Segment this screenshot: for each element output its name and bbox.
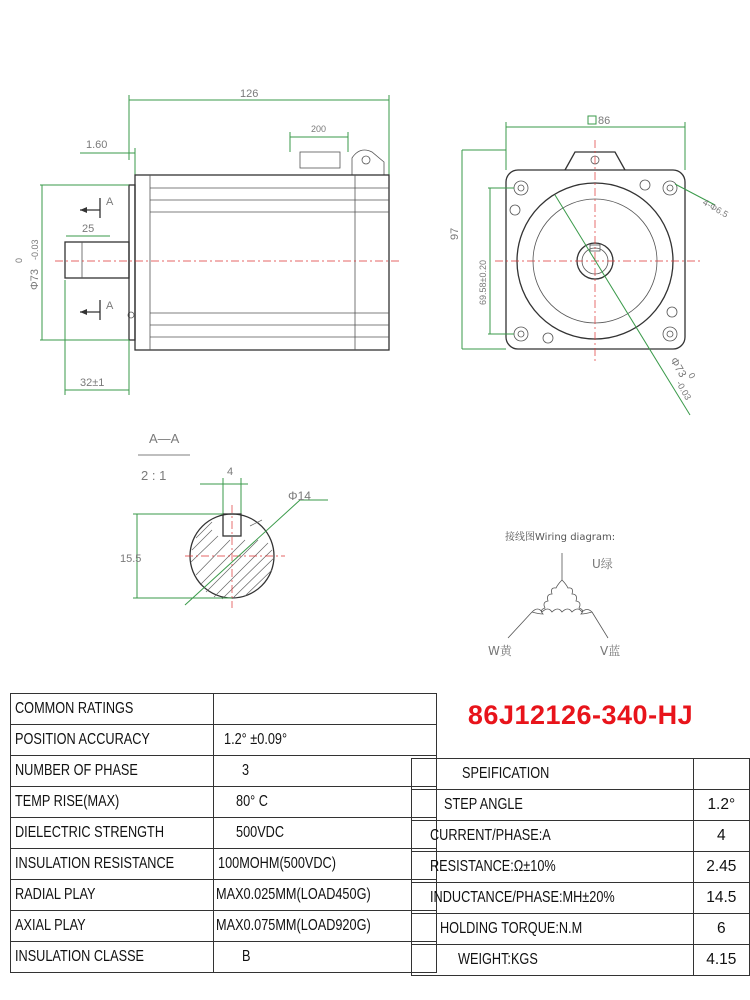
spec-value: 4 <box>717 827 726 844</box>
dim-pilot-diameter: Φ73 <box>29 268 41 290</box>
table-row <box>412 790 750 821</box>
table-row <box>412 852 750 883</box>
table-row <box>412 821 750 852</box>
spec-label: INDUCTANCE/PHASE:MH±20% <box>430 889 615 906</box>
dim-front-pilot-tol-lower: -0.03 <box>674 379 694 402</box>
spec-label: CURRENT/PHASE:A <box>430 827 551 844</box>
dim-length: 126 <box>240 88 259 100</box>
spec-label: WEIGHT:KGS <box>458 951 538 968</box>
table-row <box>11 787 437 818</box>
row-value: 3 <box>242 762 250 779</box>
table-row <box>11 756 437 787</box>
table-row <box>11 849 437 880</box>
table-row <box>412 945 750 976</box>
front-view <box>449 115 730 415</box>
wiring-diagram <box>488 530 620 658</box>
row-label: TEMP RISE(MAX) <box>15 793 120 810</box>
row-label: DIELECTRIC STRENGTH <box>15 824 165 841</box>
row-value: 80° C <box>236 793 269 810</box>
table-row <box>11 880 437 911</box>
row-value: 1.2° ±0.09° <box>224 731 288 748</box>
table-row <box>412 883 750 914</box>
spec-label: RESISTANCE:Ω±10% <box>430 858 556 875</box>
side-view <box>14 88 400 395</box>
section-label: A—A <box>149 431 180 446</box>
wire-w-label: W黄 <box>488 644 512 658</box>
spec-label: STEP ANGLE <box>444 796 523 813</box>
row-label: NUMBER OF PHASE <box>15 762 138 779</box>
table-row <box>11 818 437 849</box>
model-title: 86J12126-340-HJ <box>467 700 694 730</box>
dim-flange: 1.60 <box>86 139 108 151</box>
table-row <box>11 725 437 756</box>
wire-u-label: U绿 <box>592 557 613 571</box>
row-label: AXIAL PLAY <box>15 917 86 934</box>
dim-height: 97 <box>449 227 461 240</box>
spec-value: 4.15 <box>706 951 737 968</box>
dim-front-pilot-tol-upper: 0 <box>686 371 698 381</box>
dim-front-pilot-diameter: Φ73 <box>667 355 689 380</box>
row-value: 100MOHM(500VDC) <box>218 855 337 872</box>
table-row <box>412 914 750 945</box>
dim-bolt-spacing: 69.58±0.20 <box>478 260 488 305</box>
dim-connector: 200 <box>311 124 327 134</box>
dim-pilot-tol-upper: 0 <box>14 257 24 263</box>
table-row <box>11 911 437 942</box>
common-ratings-table <box>10 693 437 973</box>
table-row <box>11 942 437 973</box>
wire-v-label: V蓝 <box>600 644 621 658</box>
spec-value: 1.2° <box>707 796 736 813</box>
spec-value: 2.45 <box>706 858 737 875</box>
table-row <box>11 694 437 725</box>
dim-key-length: 25 <box>82 223 95 235</box>
specification-table <box>411 758 750 976</box>
section-scale: 2 : 1 <box>141 468 167 483</box>
row-value: MAX0.075MM(LOAD920G) <box>216 917 371 934</box>
wiring-title: 接线图Wiring diagram: <box>505 532 616 543</box>
section-mark-top: A <box>106 196 114 208</box>
dim-key-depth: 15.5 <box>120 553 142 565</box>
table-row <box>412 759 750 790</box>
dim-shaft-diameter: Φ14 <box>288 489 311 503</box>
spec-label: HOLDING TORQUE:N.M <box>440 920 583 937</box>
row-value: MAX0.025MM(LOAD450G) <box>216 886 371 903</box>
dim-pilot-tol-lower: -0.03 <box>30 239 40 260</box>
dim-holes: 4-Φ6.5 <box>701 197 730 220</box>
row-label: INSULATION CLASSE <box>15 948 145 965</box>
row-label: POSITION ACCURACY <box>15 731 150 748</box>
dim-square: 86 <box>598 115 611 127</box>
dim-shaft-length: 32±1 <box>80 377 105 389</box>
row-value: 500VDC <box>236 824 285 841</box>
dim-key-width: 4 <box>227 466 234 478</box>
spec-value: 14.5 <box>706 889 737 906</box>
row-label: RADIAL PLAY <box>15 886 96 903</box>
section-view <box>120 431 328 608</box>
row-label: INSULATION RESISTANCE <box>15 855 175 872</box>
row-value: B <box>242 948 251 965</box>
common-ratings-header: COMMON RATINGS <box>15 700 134 717</box>
section-mark-bottom: A <box>106 300 114 312</box>
spec-value: 6 <box>717 920 726 937</box>
specification-header: SPEIFICATION <box>462 765 550 782</box>
